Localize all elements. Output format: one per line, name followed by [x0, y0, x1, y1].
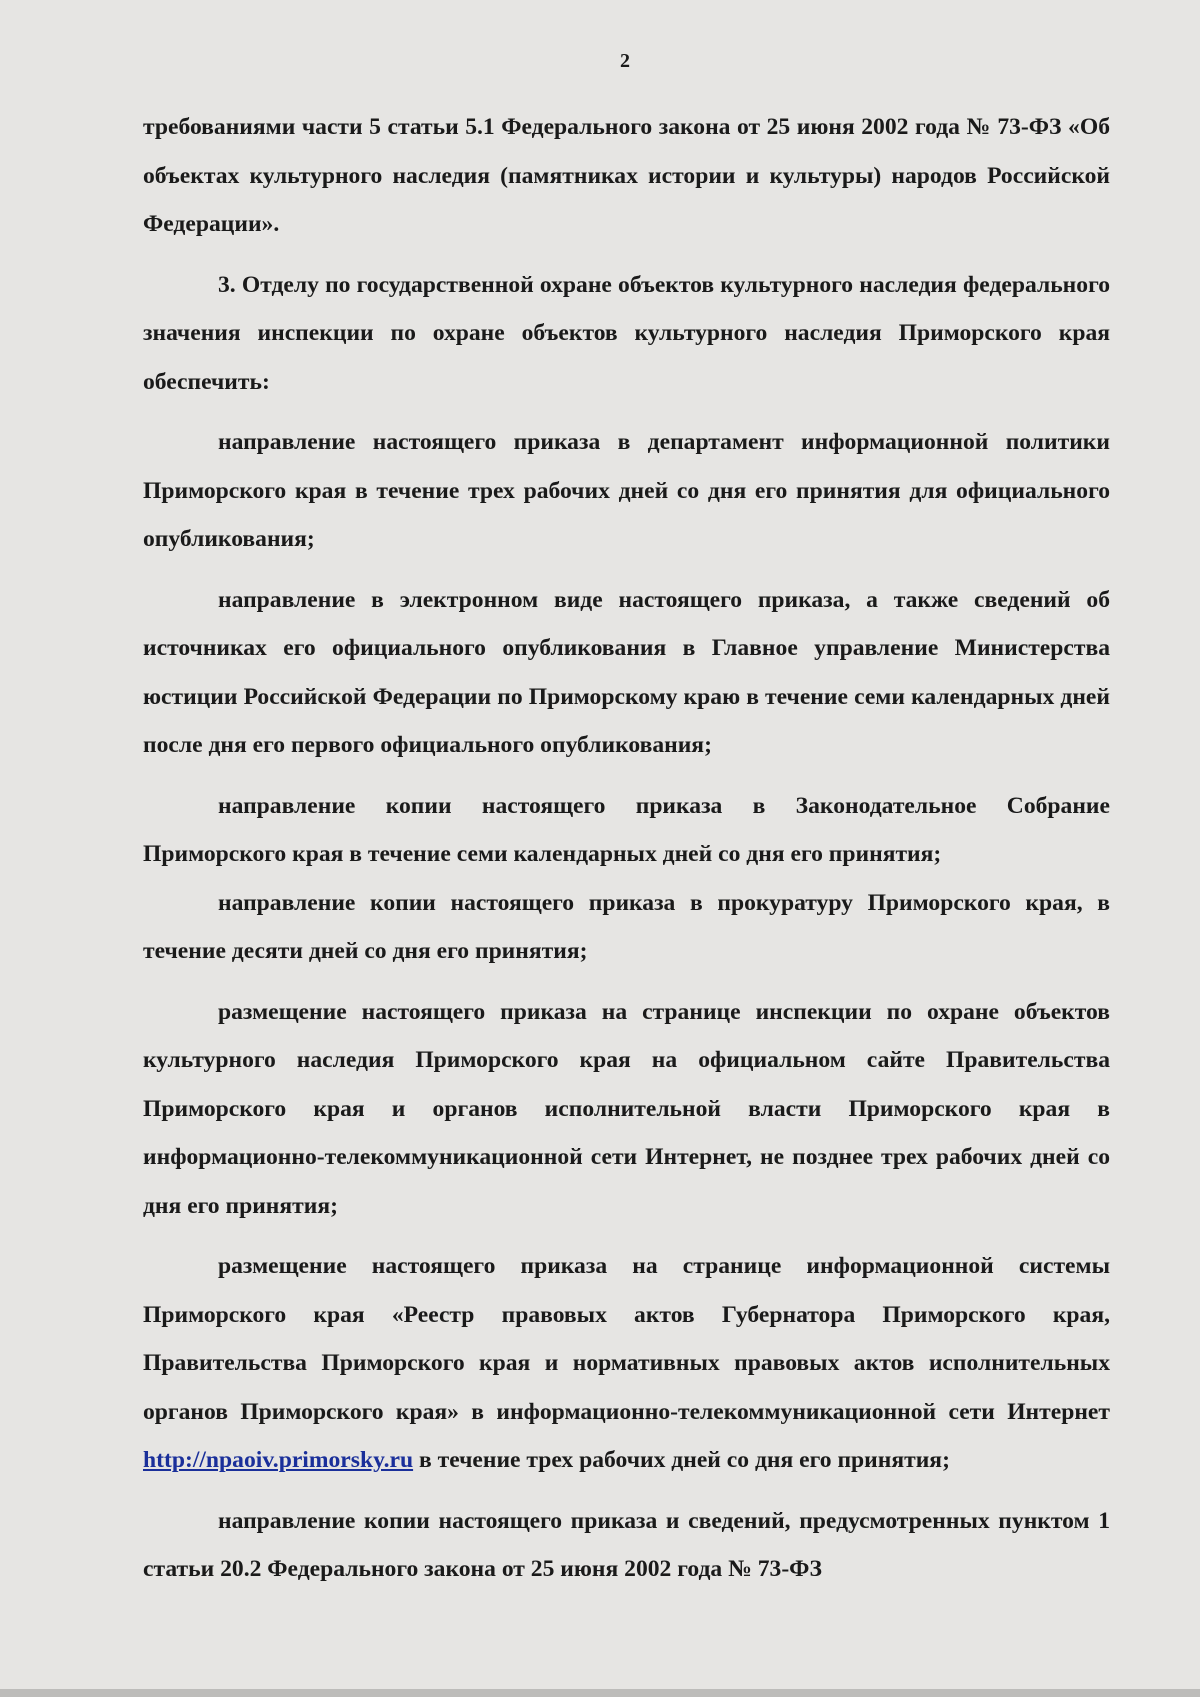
paragraph-prosecutor: направление копии настоящего приказа в прокуратуру Приморского края, в течение десяти дней со дня его принятия;	[143, 889, 1110, 964]
registry-text-after: в течение трех рабочих дней со дня его принятия;	[413, 1447, 950, 1473]
paragraph-copy-directions: направление копии настоящего приказа и сведений, предусмотренных пунктом 1 статьи 20.2 Федерального закона от 25 июня 2002 года № 73-ФЗ	[143, 1507, 1110, 1582]
paragraph-legislative-assembly: направление копии настоящего приказа в Законодательное Собрание Приморского края в течение семи календарных дней со дня его принятия;	[143, 792, 1110, 867]
registry-text-before: размещение настоящего приказа на странице информационной системы Приморского края «Реестр правовых актов Губернатора Приморского края, Правительства Приморского края и нормативных правовых актов исполнительных органов Приморского края» в информационно-телекоммуникационной сети Интернет	[143, 1253, 1110, 1425]
scan-bottom-edge	[0, 1689, 1200, 1697]
paragraph-info-policy: направление настоящего приказа в департамент информационной политики Приморского края в течение трех рабочих дней со дня его принятия для официального опубликования;	[143, 429, 1110, 552]
paragraph-registry	[143, 1242, 1110, 1485]
paragraph-ministry-justice: направление в электронном виде настоящего приказа, а также сведений об источниках его официального опубликования в Главное управление Министерства юстиции Российской Федерации по Приморскому краю в течение семи календарных дней после дня его первого официального опубликования;	[143, 586, 1110, 758]
page-number: 2	[620, 50, 630, 72]
registry-link[interactable]: http://npaoiv.primorsky.ru	[143, 1447, 414, 1473]
paragraph-official-site: размещение настоящего приказа на странице инспекции по охране объектов культурного наследия Приморского края на официальном сайте Правительства Приморского края и органов исполнительной власти Приморского края в информационно-телекоммуникационной сети Интернет, не позднее трех рабочих дней со дня его принятия;	[143, 998, 1110, 1219]
paragraph-continuation: требованиями части 5 статьи 5.1 Федерального закона от 25 июня 2002 года № 73-ФЗ «Об объектах культурного наследия (памятниках истории и культуры) народов Российской Федерации».	[143, 114, 1110, 237]
paragraph-item-3: 3. Отделу по государственной охране объектов культурного наследия федерального значения инспекции по охране объектов культурного наследия Приморского края обеспечить:	[143, 271, 1110, 395]
document-body	[143, 103, 1110, 1594]
